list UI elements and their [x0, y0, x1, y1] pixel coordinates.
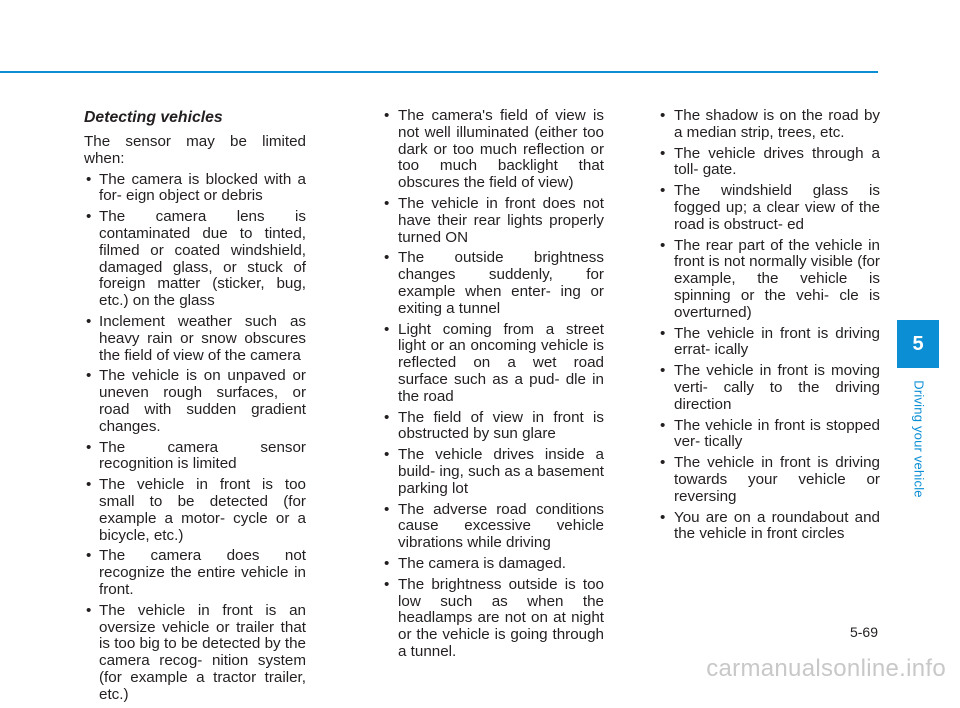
list-item: • The vehicle in front is moving verti- cally to the driving direction: [658, 363, 880, 413]
list-item: • The vehicle drives inside a build- ing, such as a basement parking lot: [382, 447, 604, 497]
list-item: • The vehicle in front is too small to be detected (for example a motor- cycle or a bicycle, etc.): [84, 477, 306, 544]
list-item: • The camera's field of view is not well illuminated (either too dark or too much reflection or too much backlight that obscures the field of view): [382, 108, 604, 192]
watermark: carmanualsonline.info: [706, 655, 946, 682]
list-item: • You are on a roundabout and the vehicle in front circles: [658, 510, 880, 544]
chapter-number: 5: [912, 332, 924, 355]
list-item: • The camera is damaged.: [382, 556, 604, 573]
list-item: • The windshield glass is fogged up; a clear view of the road is obstruct- ed: [658, 183, 880, 233]
list-item: • The outside brightness changes suddenly, for example when enter- ing or exiting a tunnel: [382, 250, 604, 317]
list-item: • The vehicle is on unpaved or uneven rough surfaces, or road with sudden gradient changes.: [84, 368, 306, 435]
header-rule: [0, 71, 878, 73]
list-item: • The vehicle in front is driving errat- ically: [658, 326, 880, 360]
list-item: • The field of view in front is obstructed by sun glare: [382, 410, 604, 444]
page-number: 5-69: [849, 624, 878, 640]
list-item: • The vehicle in front is driving towards your vehicle or reversing: [658, 455, 880, 505]
limitation-list-1: [84, 172, 306, 704]
list-item: • The camera sensor recognition is limited: [84, 440, 306, 474]
limitation-list-2: [382, 108, 604, 661]
list-item: • The vehicle in front is an oversize vehicle or trailer that is too big to be detected by the camera recog- nition system (for example a tractor trailer, etc.): [84, 603, 306, 704]
chapter-tab: [897, 320, 939, 368]
section-heading: Detecting vehicles: [84, 109, 223, 126]
list-item: • The rear part of the vehicle in front is not normally visible (for example, the vehicle is spinning or the vehi- cle is overturned): [658, 238, 880, 322]
list-item: • The adverse road conditions cause excessive vehicle vibrations while driving: [382, 502, 604, 552]
list-item: • The vehicle in front is stopped ver- tically: [658, 418, 880, 452]
chapter-side-label: [907, 380, 931, 498]
column-3: [658, 108, 880, 547]
chapter-title: Driving your vehicle: [911, 380, 927, 498]
list-item: • The camera lens is contaminated due to tinted, filmed or coated windshield, damaged glass, or stuck of foreign matter (sticker, bug, etc.) on the glass: [84, 209, 306, 310]
list-item: • The brightness outside is too low such as when the headlamps are not on at night or the vehicle is going through a tunnel.: [382, 577, 604, 661]
list-item: • The shadow is on the road by a median strip, trees, etc.: [658, 108, 880, 142]
list-item: • Light coming from a street light or an oncoming vehicle is reflected on a wet road surface such as a pud- dle in the road: [382, 322, 604, 406]
column-2: [382, 108, 604, 665]
list-item: • The vehicle drives through a toll- gate.: [658, 146, 880, 180]
list-item: • The camera is blocked with a for- eign object or debris: [84, 172, 306, 206]
section-intro: The sensor may be limited when:: [84, 133, 306, 167]
list-item: • The vehicle in front does not have their rear lights properly turned ON: [382, 196, 604, 246]
column-1: [84, 108, 306, 708]
list-item: • Inclement weather such as heavy rain or snow obscures the field of view of the camera: [84, 314, 306, 364]
list-item: • The camera does not recognize the entire vehicle in front.: [84, 548, 306, 598]
limitation-list-3: [658, 108, 880, 543]
